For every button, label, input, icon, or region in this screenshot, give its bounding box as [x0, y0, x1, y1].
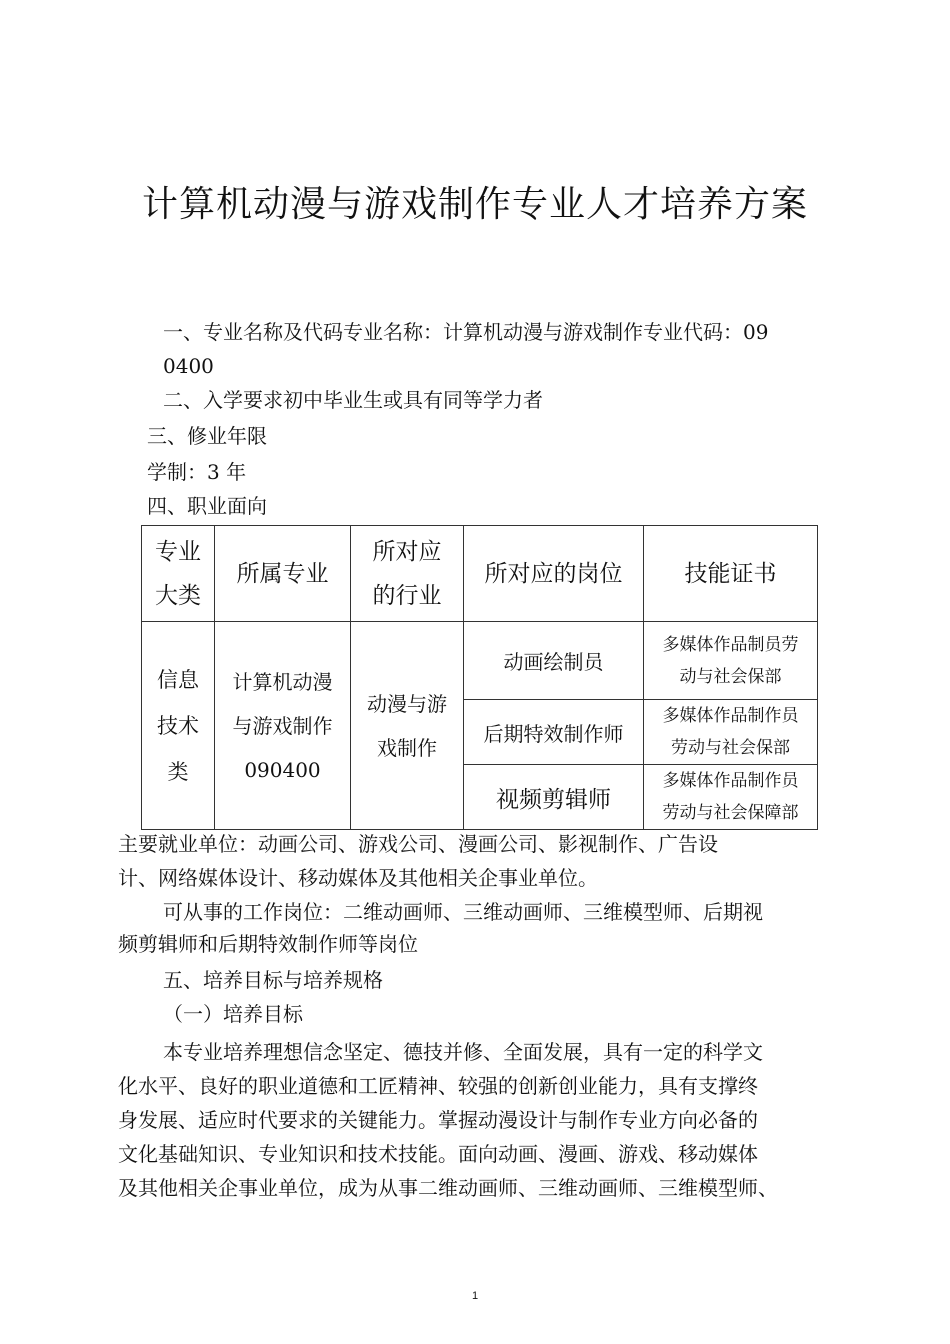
employers-line-2: 计、网络媒体设计、移动媒体及其他相关企事业单位。 [118, 866, 598, 890]
cell-position: 后期特效制作师 [464, 700, 644, 765]
goal-line-2: 化水平、良好的职业道德和工匠精神、较强的创新创业能力，具有支撑终 [118, 1074, 758, 1098]
header-major: 所属专业 [215, 526, 351, 622]
section-3-value: 学制：3 年 [147, 460, 247, 484]
occupation-table [141, 525, 818, 830]
goal-line-5: 及其他相关企事业单位，成为从事二维动画师、三维动画师、三维模型师、 [118, 1176, 778, 1200]
cell-position: 视频剪辑师 [464, 765, 644, 830]
header-position: 所对应的岗位 [464, 526, 644, 622]
header-industry: 所对应 的行业 [351, 526, 464, 622]
section-5-1: （一）培养目标 [163, 1002, 303, 1026]
jobs-line-1: 可从事的工作岗位：二维动画师、三维动画师、三维模型师、后期视 [163, 900, 763, 924]
cell-certificate: 多媒体作品制作员 劳动与社会保障部 [644, 765, 818, 830]
goal-line-3: 身发展、适应时代要求的关键能力。掌握动漫设计与制作专业方向必备的 [118, 1108, 758, 1132]
goal-line-4: 文化基础知识、专业知识和技术技能。面向动画、漫画、游戏、移动媒体 [118, 1142, 758, 1166]
section-4: 四、职业面向 [147, 494, 267, 518]
header-certificate: 技能证书 [644, 526, 818, 622]
table-header-row [142, 526, 818, 622]
cell-major: 计算机动漫 与游戏制作 090400 [215, 622, 351, 830]
section-1-line-1: 一、专业名称及代码专业名称：计算机动漫与游戏制作专业代码：09 [163, 320, 769, 344]
jobs-line-2: 频剪辑师和后期特效制作师等岗位 [118, 932, 418, 956]
section-5: 五、培养目标与培养规格 [163, 968, 383, 992]
cell-position: 动画绘制员 [464, 622, 644, 700]
section-3: 三、修业年限 [147, 424, 267, 448]
header-category: 专业 大类 [142, 526, 215, 622]
cell-certificate: 多媒体作品制作员 劳动与社会保部 [644, 700, 818, 765]
page-number: 1 [471, 1290, 479, 1302]
goal-line-1: 本专业培养理想信念坚定、德技并修、全面发展，具有一定的科学文 [163, 1040, 763, 1064]
employers-line-1: 主要就业单位：动画公司、游戏公司、漫画公司、影视制作、广告设 [118, 832, 718, 856]
cell-industry: 动漫与游 戏制作 [351, 622, 464, 830]
section-2: 二、入学要求初中毕业生或具有同等学力者 [163, 388, 543, 412]
page-title: 计算机动漫与游戏制作专业人才培养方案 [141, 184, 808, 225]
cell-certificate: 多媒体作品制员劳 动与社会保部 [644, 622, 818, 700]
table-row [142, 622, 818, 700]
cell-category: 信息 技术 类 [142, 622, 215, 830]
section-1-line-2: 0400 [163, 354, 214, 378]
